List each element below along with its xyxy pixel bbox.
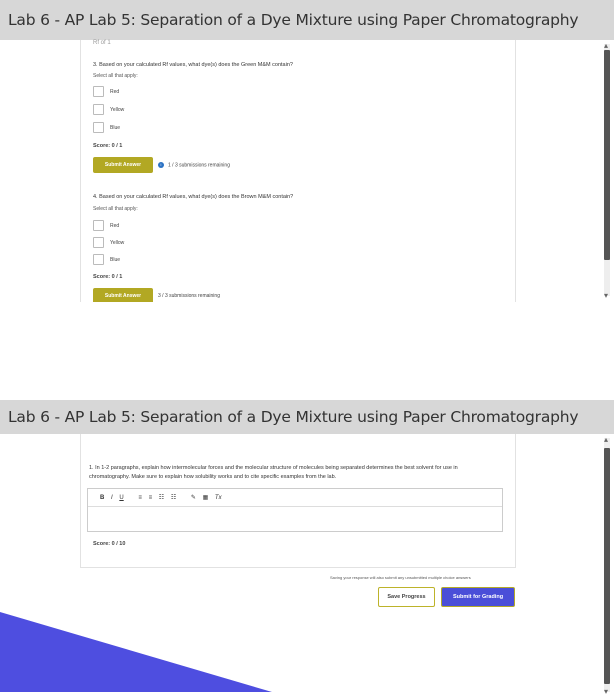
bold-button[interactable]: B (100, 495, 105, 501)
option-label: Blue (110, 125, 121, 131)
underline-button[interactable]: U (119, 495, 124, 501)
essay-textarea[interactable] (88, 507, 502, 531)
essay-score: Score: 0 / 10 (93, 541, 126, 547)
essay-prompt: 1. In 1-2 paragraphs, explain how intermolecular forces and the molecular structure of molecules being separated determines the best solvent for use in chromatography. Make sure to explain how solubility works and to cite specific examples from the lab. (89, 465, 458, 480)
scroll-down-icon[interactable]: ▾ (603, 291, 608, 300)
scrollbar-thumb[interactable] (604, 50, 610, 260)
link-icon[interactable]: ✎ (190, 495, 196, 501)
image-icon[interactable]: ▦ (202, 495, 209, 501)
clear-format-icon[interactable]: Tx (214, 495, 222, 501)
bottom-screenshot-frame (0, 400, 614, 700)
rich-text-editor[interactable] (87, 488, 503, 532)
top-screenshot-frame (0, 0, 614, 302)
option-label: Yellow (110, 240, 125, 246)
question-4-select-note: Select all that apply: (93, 206, 138, 212)
option-label: Red (110, 89, 120, 95)
question-4-submit-button[interactable]: Submit Answer (93, 288, 153, 302)
essay-panel (80, 434, 516, 568)
numbered-list-icon[interactable]: ☷ (170, 495, 177, 501)
checkbox[interactable] (93, 220, 104, 231)
scrollbar[interactable] (603, 41, 610, 296)
submissions-text: 1 / 3 submissions remaining (168, 162, 230, 169)
question-3-select-note: Select all that apply: (93, 73, 138, 79)
info-icon[interactable]: i (158, 162, 164, 168)
checkbox[interactable] (93, 86, 104, 97)
window-title: Lab 6 - AP Lab 5: Separation of a Dye Mixture using Paper Chromatography (0, 400, 614, 434)
option-label: Red (110, 223, 120, 229)
option-label: Blue (110, 257, 121, 263)
window-title: Lab 6 - AP Lab 5: Separation of a Dye Mixture using Paper Chromatography (0, 0, 614, 40)
question-3-submissions (158, 162, 230, 168)
submit-for-grading-button[interactable]: Submit for Grading (441, 587, 515, 607)
prev-question-fragment: Rf of 1 (93, 40, 111, 46)
checkbox[interactable] (93, 254, 104, 265)
editor-toolbar (88, 489, 502, 507)
scrollbar[interactable] (603, 435, 610, 692)
question-4-prompt: 4. Based on your calculated Rf values, what dye(s) does the Brown M&M contain? (93, 194, 294, 200)
save-progress-button[interactable]: Save Progress (378, 587, 435, 607)
checkbox[interactable] (93, 237, 104, 248)
align-left-icon[interactable]: ≡ (138, 495, 142, 501)
save-note: Saving your response will also submit any unsubmitted multiple choice answers (330, 575, 471, 580)
scroll-down-icon[interactable]: ▾ (603, 687, 608, 696)
scroll-up-icon[interactable]: ▴ (603, 41, 608, 50)
question-3-score: Score: 0 / 1 (93, 143, 123, 149)
bullet-list-icon[interactable]: ☷ (158, 495, 165, 501)
option-label: Yellow (110, 107, 125, 113)
checkbox[interactable] (93, 104, 104, 115)
italic-button[interactable]: I (111, 495, 113, 501)
checkbox[interactable] (93, 122, 104, 133)
quiz-panel (80, 40, 516, 302)
scroll-up-icon[interactable]: ▴ (603, 435, 608, 444)
question-3-prompt: 3. Based on your calculated Rf values, what dye(s) does the Green M&M contain? (93, 62, 293, 68)
question-4-score: Score: 0 / 1 (93, 274, 123, 280)
question-3-submit-button[interactable]: Submit Answer (93, 157, 153, 173)
question-4-submissions: 3 / 3 submissions remaining (158, 293, 220, 299)
align-center-icon[interactable]: ≡ (148, 495, 153, 501)
scrollbar-thumb[interactable] (604, 448, 610, 684)
